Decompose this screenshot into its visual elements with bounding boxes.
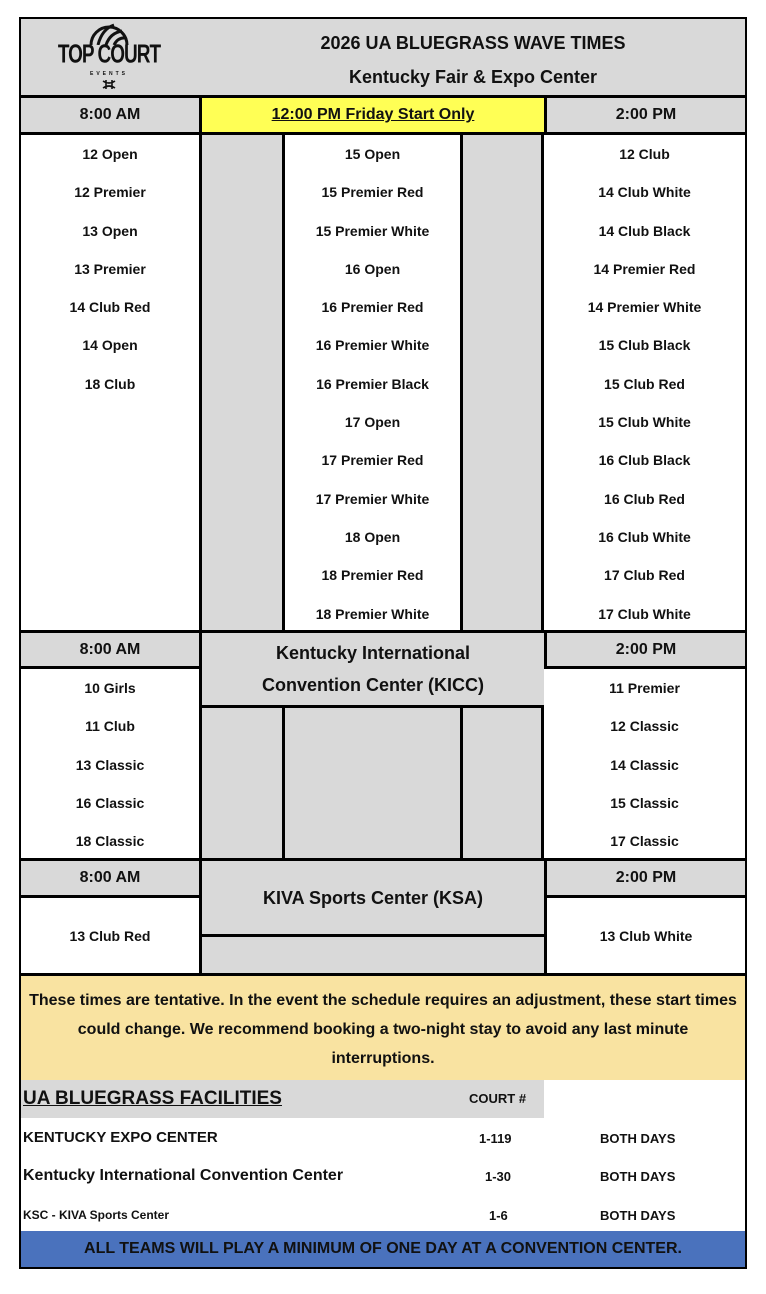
division: 15 Classic bbox=[610, 794, 679, 811]
facility-days: BOTH DAYS bbox=[600, 1169, 676, 1184]
facilities-table bbox=[21, 1118, 745, 1233]
division: 14 Club Black bbox=[598, 222, 691, 239]
division: 18 Club bbox=[84, 375, 136, 392]
division: 17 Club Red bbox=[604, 567, 685, 584]
venue-title: Kentucky Fair & Expo Center bbox=[348, 66, 598, 87]
expo-left-column bbox=[21, 135, 202, 631]
kicc-venue-line1: Kentucky International bbox=[275, 643, 471, 663]
division: 18 Premier White bbox=[315, 605, 430, 622]
division: 16 Premier White bbox=[315, 337, 430, 354]
facility-courts: 1-30 bbox=[485, 1169, 512, 1184]
facility-name: KSC - KIVA Sports Center bbox=[23, 1208, 170, 1222]
expo-middle-column bbox=[285, 135, 463, 631]
division: 13 Classic bbox=[75, 756, 145, 773]
footer-banner: ALL TEAMS WILL PLAY A MINIMUM OF ONE DAY AT A CONVENTION CENTER. bbox=[21, 1231, 745, 1267]
division: 15 Club Black bbox=[598, 337, 691, 354]
division: 14 Club Red bbox=[69, 299, 151, 316]
division: 17 Open bbox=[344, 414, 401, 431]
kicc-gap-right bbox=[463, 708, 544, 859]
notice-text: These times are tentative. In the event the schedule requires an adjustment, these start times could change. We recommend booking a two-night stay to avoid any last minute interruptions. bbox=[29, 992, 737, 1067]
facility-courts: 1-6 bbox=[489, 1208, 508, 1223]
kiva-venue-box bbox=[202, 858, 544, 937]
division: 14 Club White bbox=[598, 184, 691, 201]
header-row bbox=[21, 19, 745, 98]
division: 16 Classic bbox=[75, 794, 145, 811]
division: 18 Premier Red bbox=[321, 567, 424, 584]
division: 13 Open bbox=[82, 222, 138, 239]
division: 17 Classic bbox=[610, 833, 679, 850]
facilities-heading: UA BLUEGRASS FACILITIES bbox=[23, 1088, 282, 1109]
facility-row bbox=[21, 1118, 745, 1156]
logo-brand: TOP COURT bbox=[57, 41, 161, 70]
logo-sub: EVENTS bbox=[89, 71, 128, 77]
facility-name: Kentucky International Convention Center bbox=[23, 1167, 344, 1184]
division: 14 Classic bbox=[610, 756, 679, 773]
court-header: COURT # bbox=[469, 1091, 527, 1106]
facility-row bbox=[21, 1194, 745, 1232]
kiva-right-division: 13 Club White bbox=[544, 898, 745, 974]
facility-days: BOTH DAYS bbox=[600, 1208, 676, 1223]
division: 16 Club Black bbox=[598, 452, 691, 469]
expo-gap-left bbox=[202, 135, 285, 631]
division: 16 Club White bbox=[598, 528, 691, 545]
division: 15 Premier Red bbox=[321, 184, 424, 201]
expo-right-time: 2:00 PM bbox=[544, 98, 745, 135]
division: 16 Premier Black bbox=[316, 375, 429, 392]
kicc-venue-box bbox=[202, 630, 544, 708]
division: 12 Premier bbox=[74, 184, 146, 201]
division: 11 Premier bbox=[609, 680, 680, 696]
expo-left-time: 8:00 AM bbox=[21, 98, 202, 135]
friday-start-label: 12:00 PM Friday Start Only bbox=[271, 106, 475, 123]
facility-days: BOTH DAYS bbox=[600, 1131, 676, 1146]
kicc-venue-line2: Convention Center (KICC) bbox=[262, 675, 484, 695]
division: 16 Open bbox=[344, 260, 401, 277]
kicc-gap-left bbox=[202, 708, 285, 859]
under-armour-icon bbox=[102, 80, 116, 89]
division: 18 Open bbox=[344, 528, 401, 545]
expo-middle-time bbox=[202, 98, 544, 135]
division: 14 Premier Red bbox=[593, 260, 696, 277]
top-court-logo bbox=[39, 21, 179, 93]
page-title: 2026 UA BLUEGRASS WAVE TIMES bbox=[320, 32, 626, 53]
division: 15 Club White bbox=[598, 414, 691, 431]
division: 16 Club Red bbox=[604, 490, 685, 507]
division: 11 Club bbox=[85, 718, 135, 735]
division: 15 Premier White bbox=[315, 222, 430, 239]
division: 14 Premier White bbox=[587, 299, 702, 316]
division: 13 Premier bbox=[74, 260, 146, 277]
facility-row bbox=[21, 1156, 745, 1194]
division: 17 Premier Red bbox=[321, 452, 424, 469]
kiva-venue: KIVA Sports Center (KSA) bbox=[262, 888, 484, 908]
tentative-notice bbox=[21, 973, 745, 1080]
kicc-left-column bbox=[21, 669, 202, 859]
kicc-left-time: 8:00 AM bbox=[21, 630, 202, 669]
division: 16 Premier Red bbox=[321, 299, 424, 316]
kicc-gap-middle bbox=[285, 708, 463, 859]
kicc-right-column bbox=[544, 669, 745, 859]
expo-right-column bbox=[544, 135, 745, 631]
division: 10 Girls bbox=[84, 680, 136, 696]
facility-name: KENTUCKY EXPO CENTER bbox=[23, 1129, 218, 1146]
kicc-right-time: 2:00 PM bbox=[544, 630, 745, 669]
facility-courts: 1-119 bbox=[479, 1131, 512, 1146]
division: 14 Open bbox=[82, 337, 138, 354]
expo-left-list bbox=[21, 135, 199, 403]
division: 12 Club bbox=[619, 146, 670, 162]
expo-right-list bbox=[544, 135, 745, 633]
division: 18 Classic bbox=[75, 833, 145, 850]
facilities-header bbox=[21, 1080, 544, 1118]
kiva-left-time: 8:00 AM bbox=[21, 858, 202, 898]
division: 12 Open bbox=[82, 146, 138, 162]
kiva-right-time: 2:00 PM bbox=[544, 858, 745, 898]
division: 17 Club White bbox=[598, 605, 691, 622]
division: 17 Premier White bbox=[315, 490, 430, 507]
expo-middle-list bbox=[285, 135, 460, 633]
division: 15 Club Red bbox=[604, 375, 685, 392]
expo-gap-right bbox=[463, 135, 544, 631]
kiva-left-division: 13 Club Red bbox=[21, 898, 202, 974]
schedule-sheet bbox=[19, 17, 747, 1269]
kiva-gap bbox=[202, 937, 544, 974]
kicc-left-list bbox=[21, 669, 199, 860]
division: 12 Classic bbox=[610, 718, 679, 735]
division: 15 Open bbox=[344, 146, 401, 162]
kicc-right-list bbox=[544, 669, 745, 860]
